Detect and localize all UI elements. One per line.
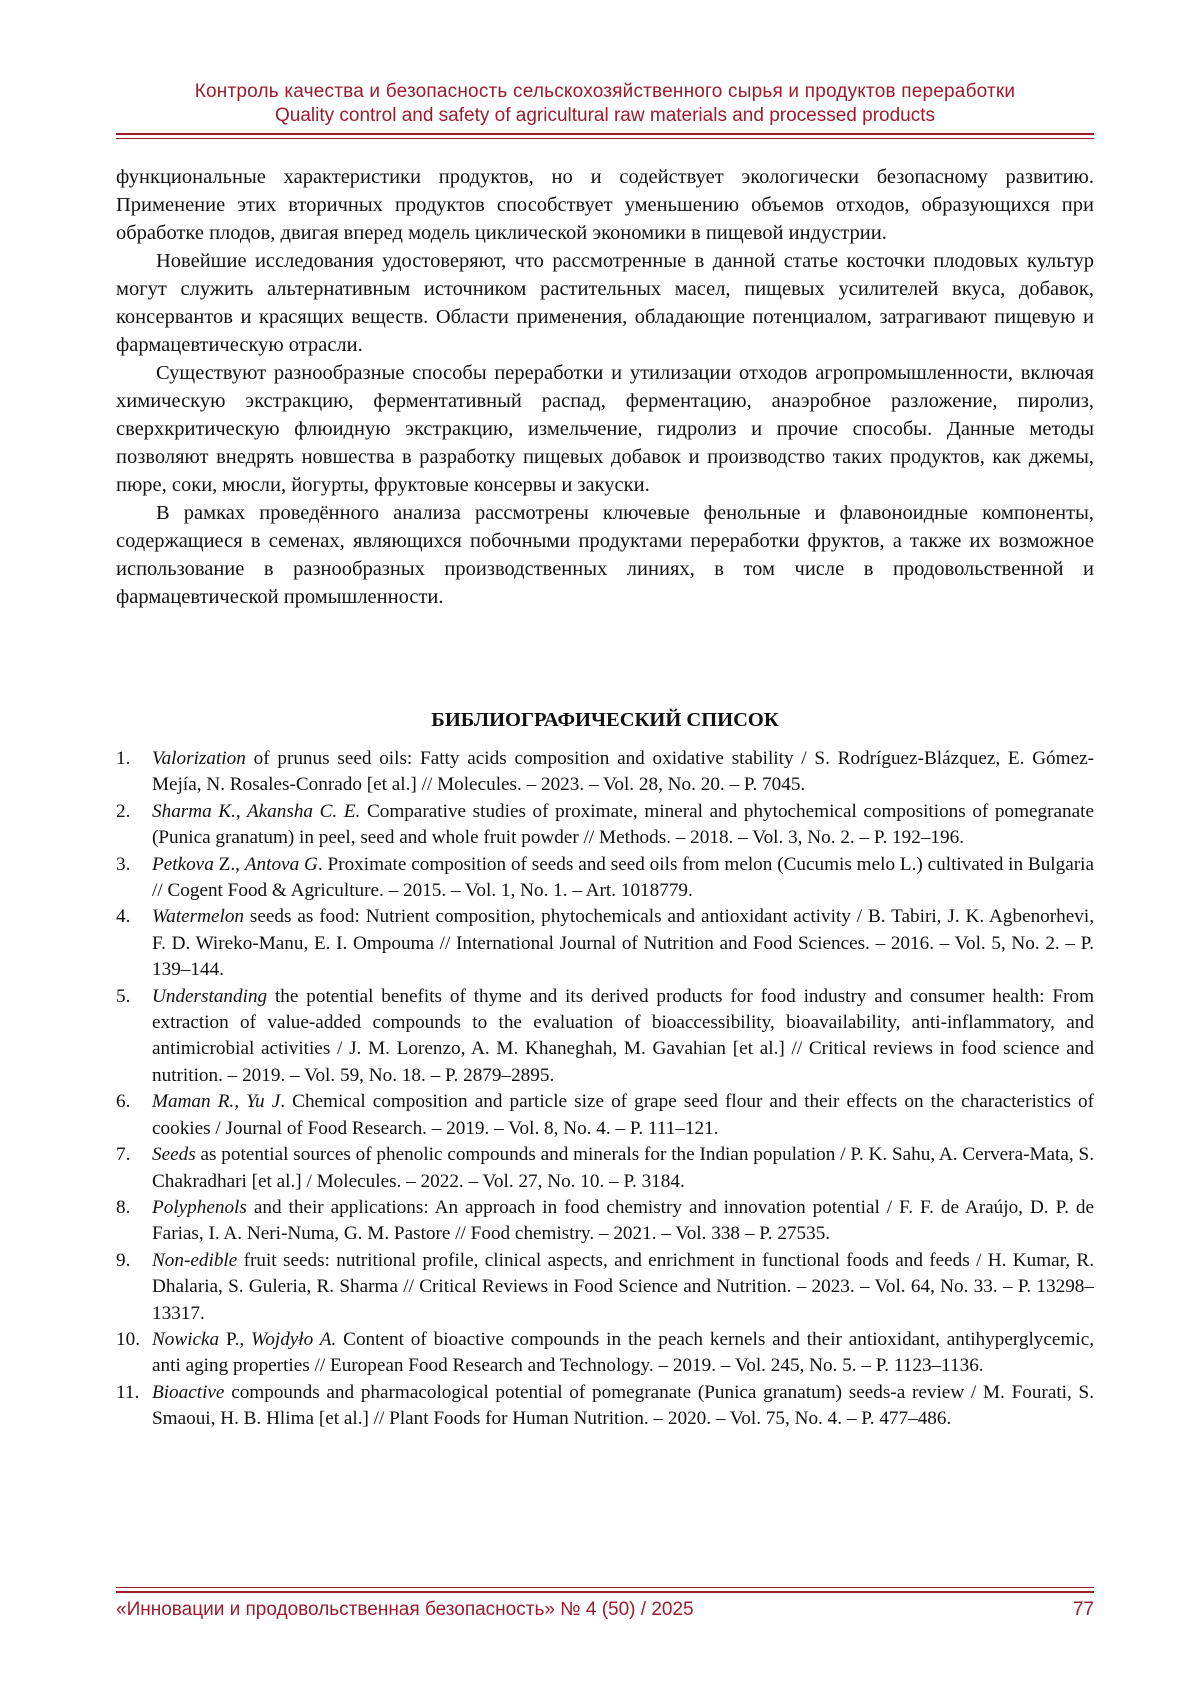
reference-number: 10.: [116, 1328, 140, 1350]
reference-text: the potential benefits of thyme and its derived products for food industry and consumer health: From extraction of value-added compounds to the evaluation of bioaccessibility, bioavailability, anti-inflammatory, and antimicrobial activities / J. M. Lorenzo, A. M. Khaneghah, M. Gavahian [et al.] // Critical reviews in food science and nutrition. – 2019. – Vol. 59, No. 18. – P. 2879–2895.: [152, 985, 1094, 1086]
paragraph: Новейшие исследования удостоверяют, что рассмотренные в данной статье косточки плодовых культур могут служить альтернативным источником растительных масел, пищевых усилителей вкуса, добавок, консервантов и красящих веществ. Области применения, обладающие потенциалом, затрагивают пищевую и фармацевтическую отрасли.: [116, 250, 1094, 356]
reference-lead-second: Wojdyło A.: [251, 1328, 337, 1350]
reference-text: Comparative studies of proximate, mineral and phytochemical compositions of pomegranate (Punica granatum) in peel, seed and whole fruit powder // Methods. – 2018. – Vol. 3, No. 2. – P. 192–196.: [152, 800, 1094, 849]
reference-text: of prunus seed oils: Fatty acids composition and oxidative stability / S. Rodríguez-Blázquez, E. Gómez-Mejía, N. Rosales-Conrado [et al.] // Molecules. – 2023. – Vol. 28, No. 20. – P. 7045.: [152, 748, 1094, 796]
reference-number: 6.: [116, 1091, 131, 1113]
reference-lead: Non-edible: [152, 1249, 238, 1271]
reference-number: 11.: [116, 1381, 140, 1403]
reference-number: 1.: [116, 748, 131, 769]
reference-lead: Polyphenols: [152, 1196, 247, 1218]
reference-lead-second: Antova G: [244, 853, 318, 875]
footer-divider-top: [116, 1587, 1094, 1588]
paragraph: Существуют разнообразные способы переработки и утилизации отходов агропромышленности, включая химическую экстракцию, ферментативный распад, ферментацию, анаэробное разложение, пиролиз, сверхкритическую флюидную экстракцию, измельчение, гидролиз и прочие способы. Данные методы позволяют внедрять новшества в разработку пищевых добавок и производство таких продуктов, как джемы, пюре, соки, мюсли, йогурты, фруктовые консервы и закуски.: [116, 362, 1094, 496]
reference-item: [116, 1380, 1094, 1433]
reference-item: [116, 799, 1094, 852]
footer-divider-bottom: [116, 1591, 1094, 1593]
header-title-en: Quality control and safety of agricultural raw materials and processed products: [274, 105, 936, 126]
reference-lead: Nowicka: [152, 1328, 220, 1350]
reference-lead: Bioactive: [152, 1381, 225, 1403]
reference-item: [116, 1248, 1094, 1327]
reference-lead: Maman R., Yu J: [152, 1091, 281, 1113]
reference-item: [116, 1327, 1094, 1380]
paragraph: функциональные характеристики продуктов, но и содействует экологически безопасному развитию. Применение этих вторичных продуктов способствует уменьшению объемов отходов, образующихся при обработке плодов, двигая вперед модель циклической экономики в пищевой индустрии.: [116, 166, 1094, 244]
reference-number: 2.: [116, 800, 131, 822]
reference-lead: Watermelon: [152, 906, 245, 928]
reference-text: fruit seeds: nutritional profile, clinical aspects, and enrichment in functional foods and feeds / H. Kumar, R. Dhalaria, S. Guleria, R. Sharma // Critical Reviews in Food Science and Nutrition. – 2023. – Vol. 64, No. 33. – P. 13298–13317.: [152, 1249, 1094, 1324]
reference-item: [116, 852, 1094, 905]
reference-lead: Seeds: [152, 1144, 196, 1166]
reference-text: seeds as food: Nutrient composition, phytochemicals and antioxidant activity / B. Tabiri, J. K. Agbenorhevi, F. D. Wireko-Manu, E. I. Ompouma // International Journal of Nutrition and Food Sciences. – 2016. – Vol. 5, No. 2. – P. 139–144.: [152, 906, 1094, 981]
reference-number: 5.: [116, 985, 131, 1007]
reference-lead: Sharma K., Akansha C. E.: [152, 800, 361, 822]
reference-lead: Petkova: [152, 853, 214, 875]
running-header: [116, 80, 1094, 128]
reference-item: [116, 984, 1094, 1090]
reference-text-second: . Proximate composition of seeds and seed oils from melon (Cucumis melo L.) cultivated in Bulgaria // Cogent Food & Agriculture. – 2015. – Vol. 1, No. 1. – Art. 1018779.: [152, 853, 1094, 902]
paragraph: В рамках проведённого анализа рассмотрены ключевые фенольные и флавоноидные компоненты, содержащиеся в семенах, являющихся побочными продуктами переработки фруктов, а также их возможное использование в разнообразных производственных линиях, в том числе в продовольственной и фармацевтической промышленности.: [116, 502, 1094, 608]
reference-text: . Chemical composition and particle size of grape seed flour and their effects on the characteristics of cookies / Journal of Food Research. – 2019. – Vol. 8, No. 4. – P. 111–121.: [152, 1091, 1094, 1139]
header-title-ru: Контроль качества и безопасность сельскохозяйственного сырья и продуктов переработки: [194, 81, 1016, 102]
reference-text: P.,: [219, 1328, 252, 1350]
reference-text: and their applications: An approach in food chemistry and innovation potential / F. F. de Araújo, D. P. de Farias, I. A. Neri-Numa, G. M. Pastore // Food chemistry. – 2021. – Vol. 338 – P. 27535.: [152, 1196, 1094, 1245]
bibliography-heading: БИБЛИОГРАФИЧЕСКИЙ СПИСОК: [431, 709, 779, 731]
reference-item: [116, 904, 1094, 983]
footer-journal: «Инновации и продовольственная безопасность» № 4 (50) / 2025: [116, 1599, 694, 1620]
reference-text: as potential sources of phenolic compounds and minerals for the Indian population / P. K. Sahu, A. Cervera-Mata, S. Chakradhari [et al.] / Molecules. – 2022. – Vol. 27, No. 10. – P. 3184.: [152, 1144, 1094, 1192]
reference-list: [116, 746, 1094, 1433]
reference-item: [116, 1089, 1094, 1142]
reference-text: compounds and pharmacological potential of pomegranate (Punica granatum) seeds-a review / M. Fourati, S. Smaoui, H. B. Hlima [et al.] // Plant Foods for Human Nutrition. – 2020. – Vol. 75, No. 4. – P. 477–486.: [152, 1381, 1094, 1430]
reference-number: 3.: [116, 853, 131, 875]
page-number: 77: [1072, 1599, 1094, 1620]
reference-text-second: Content of bioactive compounds in the peach kernels and their antioxidant, antihyperglycemic, anti aging properties // European Food Research and Technology. – 2019. – Vol. 245, No. 5. – P. 1123–1136.: [152, 1328, 1095, 1377]
reference-number: 7.: [116, 1144, 131, 1166]
reference-item: [116, 1195, 1094, 1248]
reference-number: 9.: [116, 1249, 131, 1271]
reference-number: 4.: [116, 906, 131, 928]
header-divider-top: [116, 133, 1094, 135]
header-divider-bottom: [116, 138, 1094, 139]
body-text: [116, 163, 1094, 611]
reference-lead: Valorization: [152, 748, 246, 769]
reference-lead: Understanding: [152, 985, 268, 1007]
reference-item: [116, 746, 1094, 799]
reference-text: Z.,: [213, 853, 245, 875]
reference-item: [116, 1142, 1094, 1195]
reference-number: 8.: [116, 1196, 131, 1218]
